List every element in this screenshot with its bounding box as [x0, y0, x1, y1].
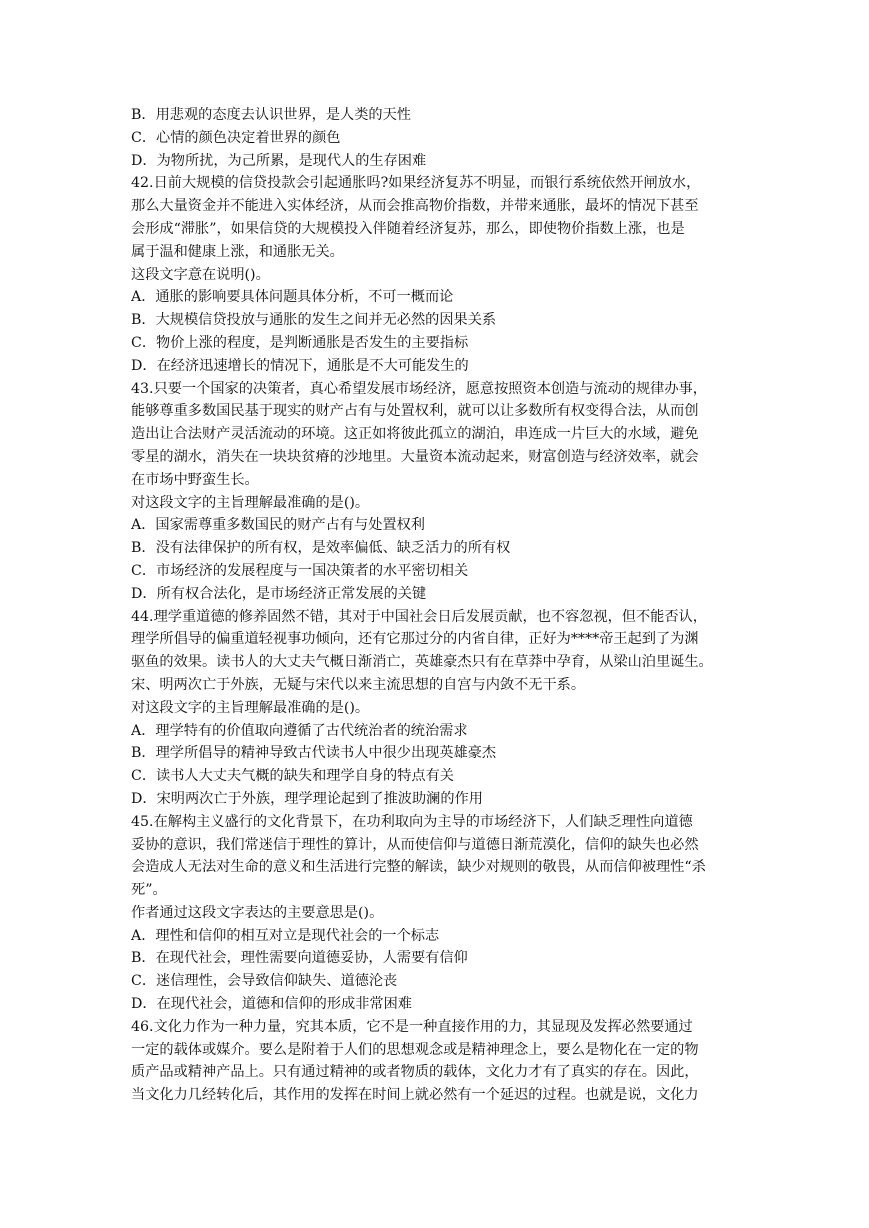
text-line: D．在经济迅速增长的情况下，通胀是不大可能发生的: [131, 357, 469, 374]
text-line: 能够尊重多数国民基于现实的财产占有与处置权利，就可以让多数所有权变得合法，从而创: [131, 403, 699, 420]
text-line: 妥协的意识，我们常迷信于理性的算计，从而使信仰与道德日渐荒漠化，信仰的缺失也必然: [131, 836, 699, 853]
text-line: 质产品或精神产品上。只有通过精神的或者物质的载体，文化力才有了真实的存在。因此，: [131, 1064, 699, 1081]
text-line: 42.日前大规模的信贷投款会引起通胀吗?如果经济复苏不明显，而银行系统依然开闸放水，: [131, 175, 701, 192]
text-line: 在市场中野蛮生长。: [131, 471, 259, 488]
text-line: B．理学所倡导的精神导致古代读书人中很少出现英雄豪杰: [131, 745, 497, 762]
text-line: C．迷信理性，会导致信仰缺失、道德沦丧: [131, 973, 398, 990]
text-line: C．物价上涨的程度，是判断通胀是否发生的主要指标: [131, 334, 469, 351]
text-line: 死”。: [131, 882, 167, 899]
text-line: 作者通过这段文字表达的主要意思是()。: [131, 904, 384, 921]
text-line: D．为物所扰，为己所累，是现代人的生存困难: [131, 152, 427, 169]
text-line: 那么大量资金并不能进入实体经济，从而会推高物价指数，并带来通胀，最坏的情况下甚至: [131, 198, 699, 215]
text-line: 理学所倡导的偏重道轻视事功倾向，还有它那过分的内省自律，正好为****帝王起到了为渊: [131, 631, 699, 648]
text-line: 宋、明两次亡于外族，无疑与宋代以来主流思想的自宫与内敛不无干系。: [131, 676, 586, 693]
text-line: 造出让合法财产灵活流动的环境。这正如将彼此孤立的湖泊，串连成一片巨大的水域，避免: [131, 426, 699, 443]
text-line: 45.在解构主义盛行的文化背景下，在功利取向为主导的市场经济下，人们缺乏理性向道德: [131, 813, 693, 830]
text-line: A．国家需尊重多数国民的财产占有与处置权利: [131, 517, 425, 534]
text-line: 会造成人无法对生命的意义和生活进行完整的解读，缺少对规则的敬畏，从而信仰被理性“杀: [131, 859, 706, 876]
text-line: D．所有权合法化，是市场经济正常发展的关键: [131, 585, 427, 602]
text-line: 这段文字意在说明()。: [131, 266, 270, 283]
text-line: 46.文化力作为一种力量，究其本质，它不是一种直接作用的力，其显现及发挥必然要通过: [131, 1018, 693, 1035]
text-line: 44.理学重道德的修养固然不错，其对于中国社会日后发展贡献，也不容忽视，但不能否认，: [131, 608, 707, 625]
text-line: 对这段文字的主旨理解最准确的是()。: [131, 494, 370, 511]
text-line: B．没有法律保护的所有权，是效率偏低、缺乏活力的所有权: [131, 540, 511, 557]
text-line: A．理学特有的价值取向遵循了古代统治者的统治需求: [131, 722, 468, 739]
text-line: 驱鱼的效果。读书人的大丈夫气概日渐消亡，英雄豪杰只有在草莽中孕育，从梁山泊里诞生。: [131, 654, 713, 671]
text-line: C．心情的颜色决定着世界的颜色: [131, 129, 341, 146]
text-line: B．用悲观的态度去认识世界，是人类的天性: [131, 107, 411, 123]
text-line: 一定的载体或媒介。要么是附着于人们的思想观念或是精神理念上，要么是物化在一定的物: [131, 1041, 699, 1058]
text-line: C．读书人大丈夫气概的缺失和理学自身的特点有关: [131, 768, 454, 785]
text-line: 零星的湖水，消失在一块块贫瘠的沙地里。大量资本流动起来，财富创造与经济效率，就会: [131, 448, 699, 465]
text-line: A．理性和信仰的相互对立是现代社会的一个标志: [131, 927, 440, 944]
text-line: A．通胀的影响要具体问题具体分析，不可一概而论: [131, 289, 454, 306]
document-page: [131, 104, 738, 1107]
text-line: B．在现代社会，理性需要向道德妥协，人需要有信仰: [131, 950, 468, 967]
text-line: D．宋明两次亡于外族，理学理论起到了推波助澜的作用: [131, 790, 483, 807]
text-line: 会形成“滞胀”，如果信贷的大规模投入伴随着经济复苏，那么，即使物价指数上涨，也是: [131, 220, 685, 237]
text-line: 43.只要一个国家的决策者，真心希望发展市场经济，愿意按照资本创造与流动的规律办事，: [131, 380, 707, 397]
text-line: 当文化力几经转化后，其作用的发挥在时间上就必然有一个延迟的过程。也就是说，文化力: [131, 1087, 699, 1104]
text-line: D．在现代社会，道德和信仰的形成非常困难: [131, 996, 412, 1013]
text-line: C．市场经济的发展程度与一国决策者的水平密切相关: [131, 562, 469, 579]
text-line: 对这段文字的主旨理解最准确的是()。: [131, 699, 370, 716]
text-line: 属于温和健康上涨，和通胀无关。: [131, 243, 344, 260]
text-line: B．大规模信贷投放与通胀的发生之间并无必然的因果关系: [131, 312, 497, 329]
